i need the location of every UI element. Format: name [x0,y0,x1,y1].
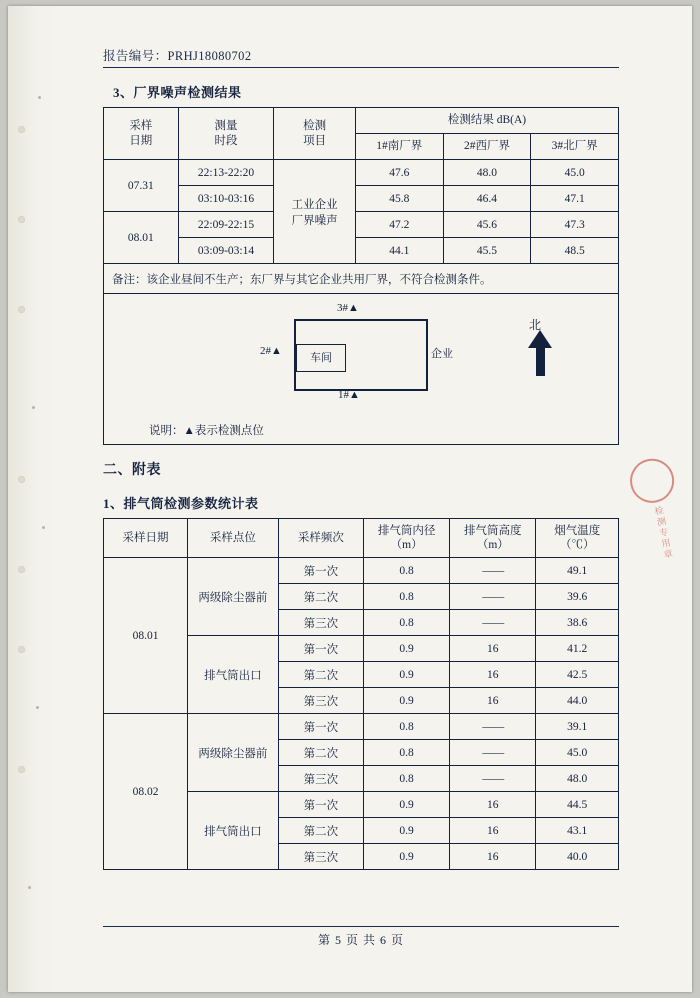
cell-height: —— [450,584,536,610]
site-diagram [104,294,618,444]
noise-result-table [103,107,619,445]
cell-date-group-2: 08.02 [104,714,188,870]
cell-value-p1: 44.1 [355,238,443,264]
page-footer: 第 5 页 共 6 页 [103,926,619,948]
cell-temperature: 44.0 [536,688,619,714]
cell-value-p3: 47.1 [531,186,619,212]
cell-temperature: 39.1 [536,714,619,740]
cell-time: 03:09-03:14 [178,238,274,264]
cell-diameter: 0.8 [364,558,450,584]
cell-value-p2: 46.4 [443,186,531,212]
cell-temperature: 43.1 [536,818,619,844]
cell-height: —— [450,714,536,740]
cell-date-group-1: 08.01 [104,558,188,714]
cell-temperature: 48.0 [536,766,619,792]
cell-temperature: 49.1 [536,558,619,584]
header-results-group: 检测结果 dB(A) [355,108,618,134]
diagram-point-3: 3#▲ [337,302,359,314]
cell-frequency: 第三次 [278,610,363,636]
cell-diameter: 0.8 [364,740,450,766]
header-measure-period: 测量 时段 [178,108,274,160]
seal-text: 检测专用章 [652,505,674,562]
cell-value-p3: 47.3 [531,212,619,238]
cell-height: —— [450,610,536,636]
cell-frequency: 第二次 [278,662,363,688]
cell-value-p2: 48.0 [443,160,531,186]
cell-value-p2: 45.5 [443,238,531,264]
header-diameter: 排气筒内径 （m） [364,519,450,558]
section-title-appendix: 二、附表 [103,463,161,478]
cell-frequency: 第三次 [278,688,363,714]
cell-frequency: 第一次 [278,558,363,584]
cell-temperature: 40.0 [536,844,619,870]
cell-diameter: 0.8 [364,766,450,792]
cell-diameter: 0.9 [364,844,450,870]
header-temperature: 烟气温度 （℃） [536,519,619,558]
table-row [104,714,619,740]
cell-frequency: 第一次 [278,636,363,662]
header-frequency: 采样频次 [278,519,363,558]
cell-temperature: 44.5 [536,792,619,818]
binding-margin [8,6,60,992]
cell-height: 16 [450,818,536,844]
cell-frequency: 第二次 [278,584,363,610]
table-row [104,186,619,212]
diagram-enterprise-label: 企业 [431,348,453,360]
cell-height: 16 [450,688,536,714]
cell-point-out-2: 排气筒出口 [188,792,279,870]
table-row [104,238,619,264]
seal-ring-icon [626,455,678,507]
red-seal-stamp [622,454,698,582]
cell-value-p3: 48.5 [531,238,619,264]
cell-diameter: 0.9 [364,688,450,714]
diagram-point-1: 1#▲ [338,389,360,401]
cell-diameter: 0.9 [364,636,450,662]
cell-temperature: 41.2 [536,636,619,662]
table-header-row [104,519,619,558]
cell-diameter: 0.9 [364,792,450,818]
table-row [104,212,619,238]
table-header-row [104,108,619,134]
cell-frequency: 第二次 [278,818,363,844]
section-subtitle-stack-params: 1、排气筒检测参数统计表 [103,496,259,511]
report-number: 报告编号：PRHJ18080702 [103,46,619,68]
workshop-box: 车间 [296,344,346,372]
cell-value-p2: 45.6 [443,212,531,238]
cell-diameter: 0.8 [364,610,450,636]
section-title-noise: 3、厂界噪声检测结果 [113,85,242,100]
header-point-1: 1#南厂界 [355,134,443,160]
diagram-legend: 说明：▲表示检测点位 [149,425,264,437]
cell-point-pre-1: 两级除尘器前 [188,558,279,636]
diagram-north-label: 北 [529,318,542,332]
cell-temperature: 39.6 [536,584,619,610]
cell-frequency: 第一次 [278,792,363,818]
cell-diameter: 0.9 [364,662,450,688]
cell-point-out-1: 排气筒出口 [188,636,279,714]
cell-time: 22:09-22:15 [178,212,274,238]
cell-height: 16 [450,636,536,662]
cell-frequency: 第三次 [278,766,363,792]
table-note-row [104,264,619,294]
cell-diameter: 0.9 [364,818,450,844]
cell-height: —— [450,740,536,766]
cell-diameter: 0.8 [364,714,450,740]
header-height: 排气筒高度 （m） [450,519,536,558]
cell-point-pre-2: 两级除尘器前 [188,714,279,792]
cell-item-merged: 工业企业 厂界噪声 [274,160,356,264]
cell-height: —— [450,766,536,792]
cell-frequency: 第一次 [278,714,363,740]
diagram-point-2: 2#▲ [260,345,282,357]
cell-height: —— [450,558,536,584]
cell-time: 03:10-03:16 [178,186,274,212]
cell-time: 22:13-22:20 [178,160,274,186]
cell-value-p1: 45.8 [355,186,443,212]
cell-temperature: 45.0 [536,740,619,766]
table-diagram-row [104,294,619,445]
header-point-3: 3#北厂界 [531,134,619,160]
cell-value-p1: 47.6 [355,160,443,186]
document-content [103,46,623,870]
cell-height: 16 [450,844,536,870]
cell-height: 16 [450,662,536,688]
cell-temperature: 38.6 [536,610,619,636]
cell-value-p1: 47.2 [355,212,443,238]
site-diagram-cell [104,294,619,445]
cell-frequency: 第二次 [278,740,363,766]
header-point: 采样点位 [188,519,279,558]
cell-height: 16 [450,792,536,818]
document-page [8,6,692,992]
cell-date-0801: 08.01 [104,212,179,264]
header-point-2: 2#西厂界 [443,134,531,160]
cell-diameter: 0.8 [364,584,450,610]
table-row [104,558,619,584]
note-text: 备注：该企业昼间不生产；东厂界与其它企业共用厂界，不符合检测条件。 [104,264,619,294]
cell-frequency: 第三次 [278,844,363,870]
stack-parameter-table [103,518,619,870]
cell-date-0731: 07.31 [104,160,179,212]
cell-value-p3: 45.0 [531,160,619,186]
header-date: 采样日期 [104,519,188,558]
table-row [104,160,619,186]
header-item: 检测 项目 [274,108,356,160]
cell-temperature: 42.5 [536,662,619,688]
header-sample-date: 采样 日期 [104,108,179,160]
